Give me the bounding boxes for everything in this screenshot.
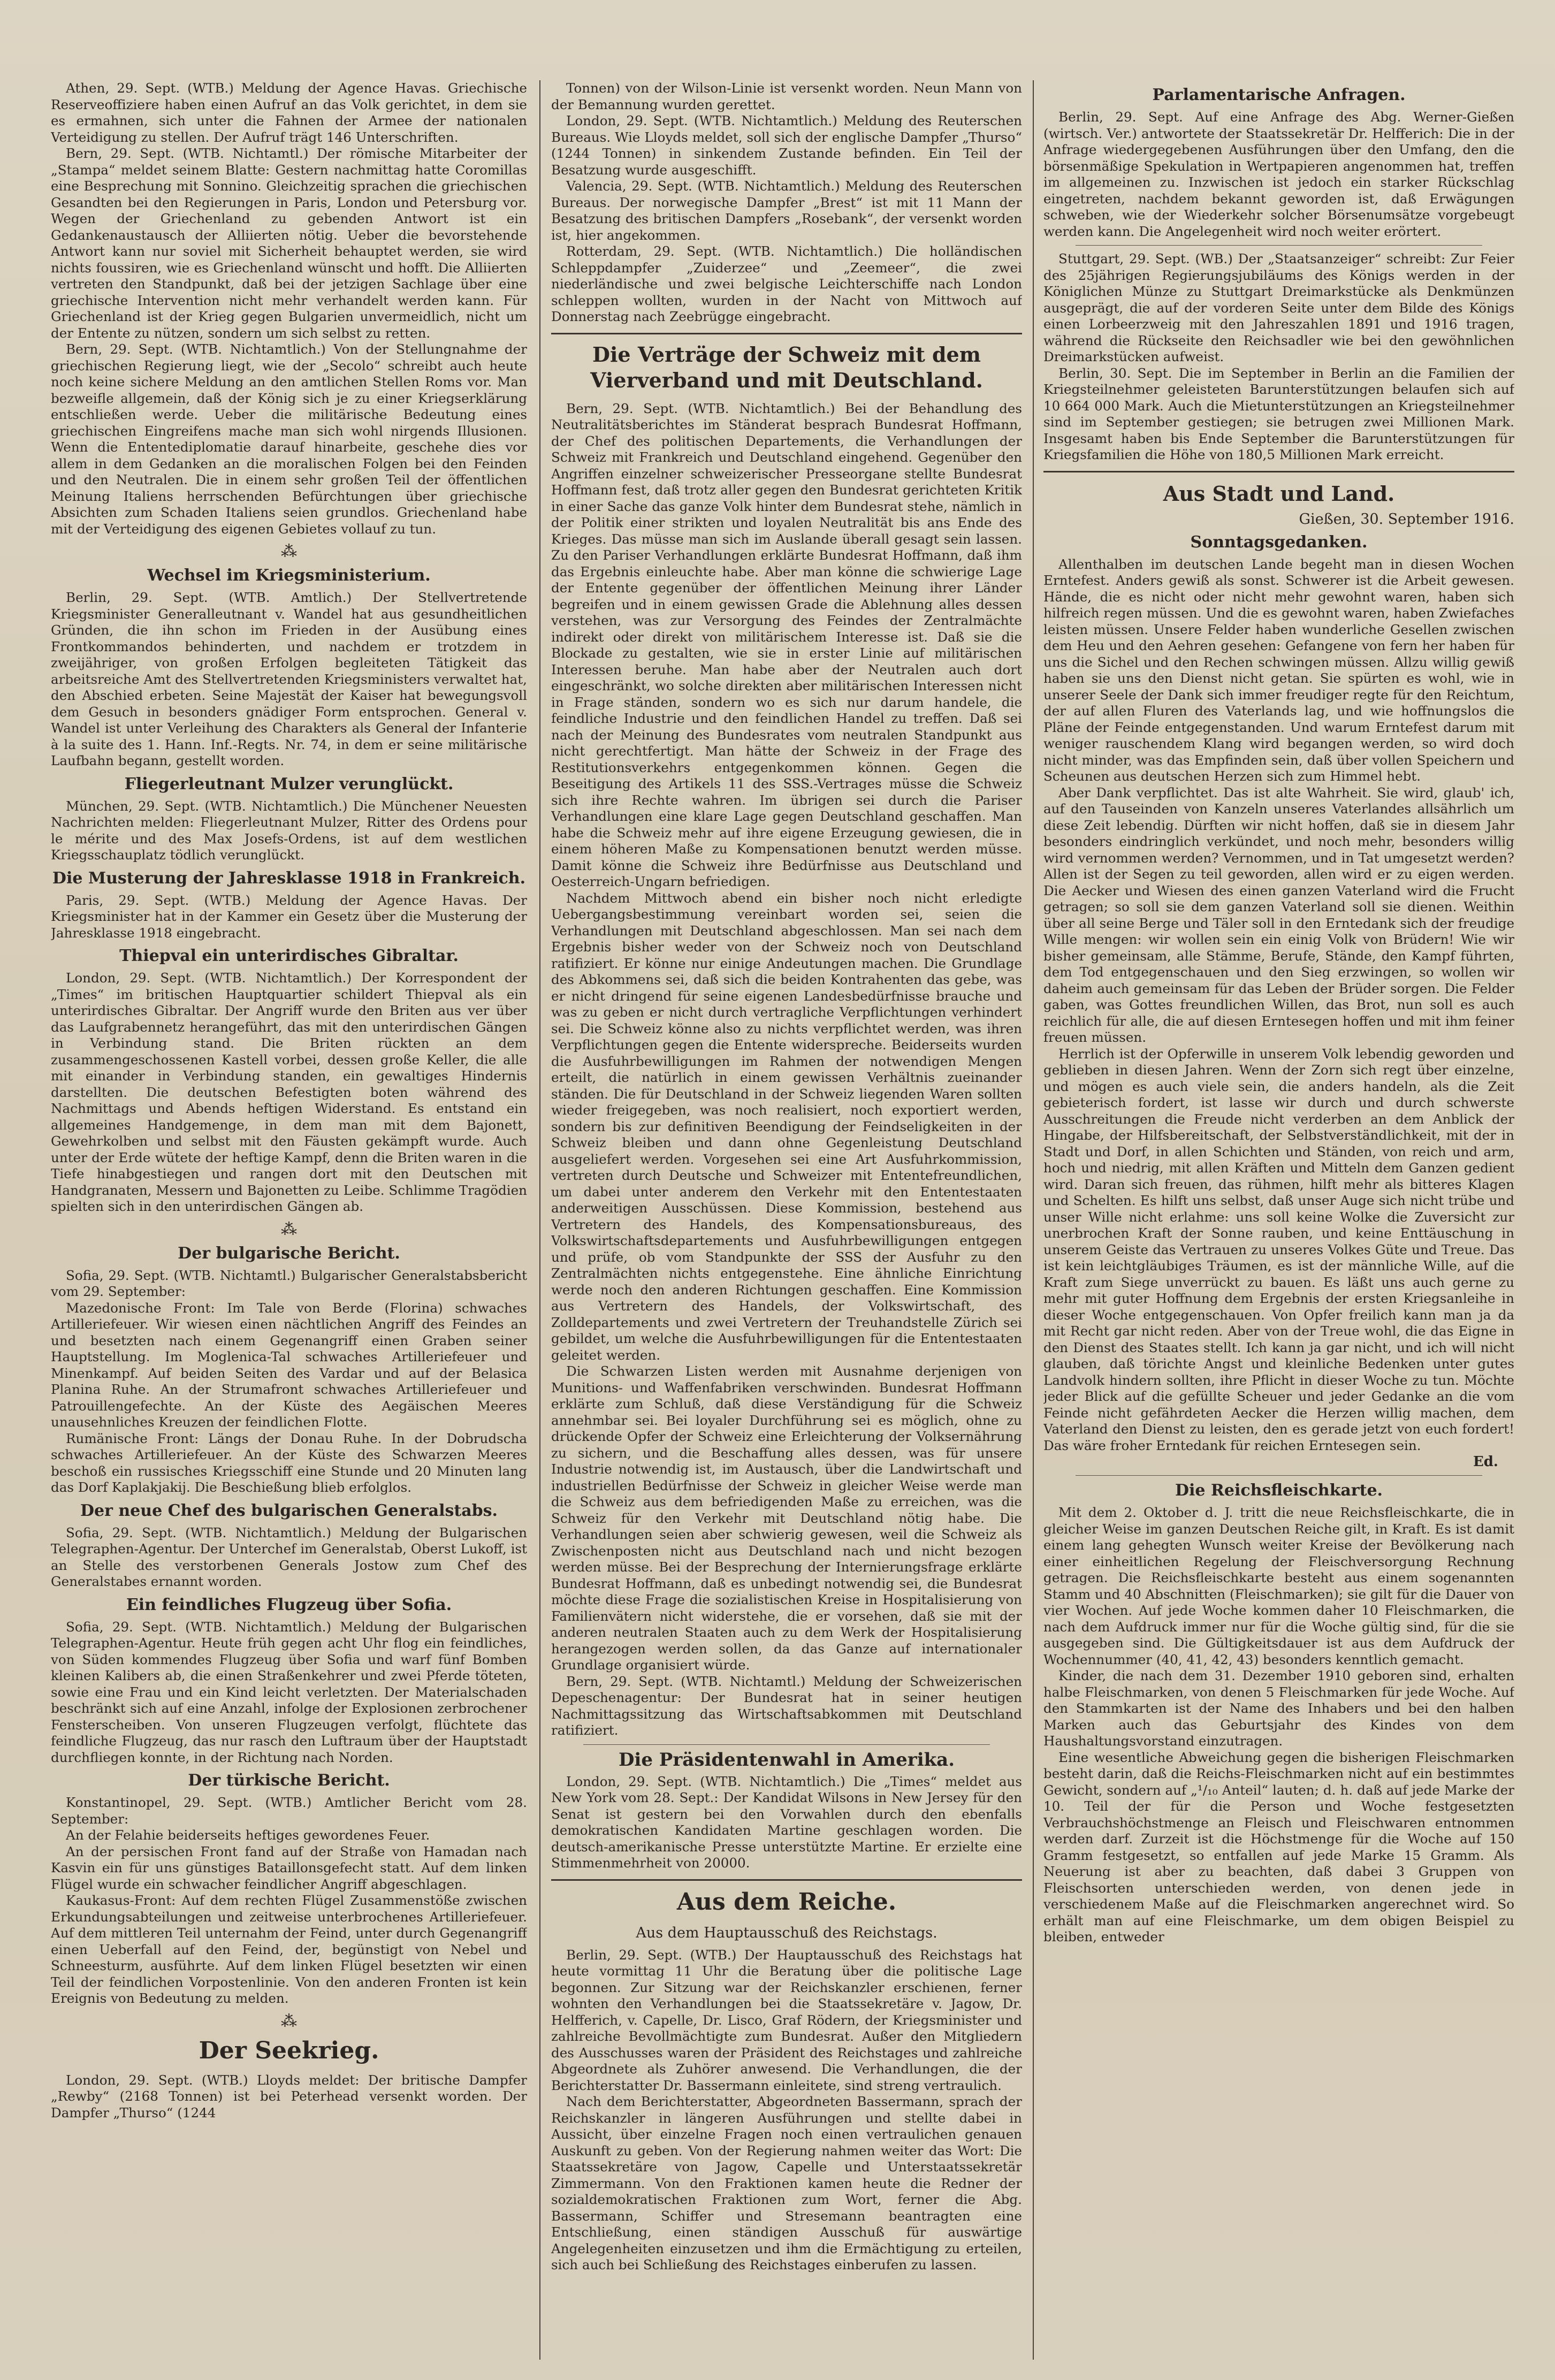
headline: Die Präsidentenwahl in Amerika. — [618, 1749, 955, 1771]
article-text: Valencia, 29. Sept. (WTB. Nichtamtlich.) Meldung des Reuterschen Bureaus. Der norwegische Dampfer „Brest“ ist mit 11 Mann der Besatzung des britischen Dampfers „Rosebank“, der versenkt worden ist, hier angekommen. — [551, 178, 1022, 243]
headline: Der neue Chef des bulgarischen Generalstabs. — [80, 1501, 498, 1520]
article-text: Allenthalben im deutschen Lande begeht man in diesen Wochen Erntefest. Anders gewiß als sonst. Schwerer ist die Arbeit gewesen. Hände, die es nicht oder nicht mehr gewohnt waren, haben sich hilfreich regen müssen. Und die es gewohnt waren, haben Zwiefaches leisten müssen. Unsere Felder haben wunderliche Gesellen zwischen dem Heu und den Aehren gesehen: Gefangene von fern her haben für uns die Sichel und den Rechen schwingen müssen. Allzu willig gewiß haben sie uns den Dienst nicht getan. Sie spürten es wohl, wie in unserer Seele der Dank sich immer freudiger regte für den Reichtum, der auf allen Fluren des Vaterlands lag, und wie hoffnungslos die Pläne der Feinde entgegenstanden. Und warum Erntefest darum mit weniger rauschendem Klang wird begangen werden, so wird doch nicht minder, was das Empfinden sein, daß über vollen Speichern und Scheunen aus deutschen Herzen sich zum Himmel hebt. — [1043, 556, 1514, 784]
article-text: An der Felahie beiderseits heftiges gewordenes Feuer. — [66, 1827, 430, 1843]
column-left — [51, 80, 527, 2365]
section-rule — [1043, 471, 1514, 472]
article-text: Bern, 29. Sept. (WTB. Nichtamtlich.) Von der Stellungnahme der griechischen Regierung liegt, wie der „Secolo“ schreibt auch heute noch keine sichere Meldung an den amtlichen Stellen Roms vor. Man bezweifle allgemein, daß der König sich je zu einer Kriegserklärung entschließen werde. Ueber die militärische Bedeutung eines griechischen Eingreifens mache man sich wohl nirgends Illusionen. Wenn die Ententediplomatie darauf hinarbeite, geschehe dies vor allem in dem Gedanken an die moralischen Folgen bei den Feinden und den Neutralen. Die in einem sehr großen Teil der öffentlichen Meinung Italiens herrschenden Befürchtungen über griechische Absichten zum Schaden Italiens seien grundlos. Griechenland habe mit der Verteidigung des eigenen Gebietes vollauf zu tun. — [51, 341, 527, 537]
headline-large: Der Seekrieg. — [199, 2036, 379, 2064]
headline: Die Reichsfleischkarte. — [1175, 1481, 1383, 1500]
article-text: Berlin, 29. Sept. (WTB.) Der Hauptausschuß des Reichstags hat heute vormittag 11 Uhr die Beratung über die politische Lage begonnen. Zur Sitzung war der Reichskanzler erschienen, ferner wohnten den Verhandlungen bei die Staatssekretäre v. Jagow, Dr. Helfferich, v. Capelle, Dr. Lisco, Graf Rödern, der Kriegsminister und zahlreiche Bevollmächtigte zum Bundesrat. Außer den Mitgliedern des Ausschusses waren der Präsident des Reichstages und zahlreiche Abgeordnete als Zuhörer anwesend. Die Verhandlungen, die der Berichterstatter Dr. Bassermann einleitete, sind streng vertraulich. — [551, 1947, 1022, 2093]
article-text: Kaukasus-Front: Auf dem rechten Flügel Zusammenstöße zwischen Erkundungsabteilungen und zeitweise unterbrochenes Artilleriefeuer. Auf dem mittleren Teil unternahm der Feind, unter durch Gegenangriff einen Ueberfall auf den Feind, der, begünstigt von Nebel und Schneesturm, ausführte. Auf dem linken Flügel besetzten wir einen Teil der feindlichen Vorpostenlinie. Von den anderen Fronten ist kein Ereignis von Bedeutung zu melden. — [51, 1893, 527, 2006]
article-text: Herrlich ist der Opferwille in unserem Volk lebendig geworden und geblieben in diesen Jahren. Wenn der Zorn sich regt über einzelne, und mögen es auch viele sein, die anders handeln, als die Zeit gebieterisch fordert, ist lasse wir durch und durch schwerste Ausschreitungen die Freude nicht verderben an dem Anblick der Hingabe, der Hilfsbereitschaft, der Selbstverständlichkeit, mit der in Stadt und Dorf, in allen Schichten und Ständen, von reich und arm, hoch und niedrig, mit allen Kräften und Mitteln dem Ganzen gedient wird. Daran sich freuen, das rühmen, hilft mehr als bitteres Klagen und Schelten. Es hilft uns selbst, daß unser Auge sich nicht trübe und unser Wille nicht erlahme: uns soll keine Wolke die Zuversicht zur unerbrochen Kraft der Sonne rauben, und keine Enttäuschung in unserem Geiste das Vertrauen zu unseres Volkes Güte und Treue. Das ist kein leichtgläubiges Träumen, es ist der männliche Wille, auf die Kraft zum Siege unverrückt zu bauen. Es läßt uns auch gerne zu mehr mit guter Hoffnung dem Ergebnis der ersten Kriegsanleihe in dieser Woche entgegenschauen. Von Opfer freilich kann man ja da mit Recht gar nicht reden. Aber von der Treue wohl, die das Eigne in den Dienst des Staates stellt. Ich kann ja gar nicht, und ich will nicht glauben, daß törichte Angst und kleinliche Bedenken unter gutes Landvolk hindern sollten, ihre Pflicht in dieser Woche zu tun. Möchte jeder Blick auf die gefüllte Scheuer und jeder Gedanke an die vom Feinde nicht gefährdeten Aecker die Herzen willig machen, dem Vaterland den Dienst zu leisten, den es gerade jetzt von euch fordert! Das wäre froher Erntedank für reichen Erntesegen sein. — [1043, 1046, 1514, 1453]
article-text: Berlin, 29. Sept. (WTB. Amtlich.) Der Stellvertretende Kriegsminister Generalleutnant v. Wandel hat aus gesundheitlichen Gründen, die ihn schon im Frieden in der Ausübung eines Frontkommandos behinderten, und nachdem er trotzdem in zweijähriger, von großen Erfolgen begleiteten Tätigkeit das arbeitsreiche Amt des Stellvertretenden Kriegsministers verwaltet hat, den Abschied erbeten. Seine Majestät der Kaiser hat bewegungsvoll dem Gesuch in besonders gnädiger Form entsprochen. General v. Wandel ist unter Verleihung des Charakters als General der Infanterie à la suite des 1. Hann. Inf.-Regts. Nr. 74, in dem er seine militärische Laufbahn begann, gestellt worden. — [51, 590, 527, 768]
headline: Aus dem Hauptausschuß des Reichstags. — [636, 1924, 937, 1941]
article-text: Bern, 29. Sept. (WTB. Nichtamtl.) Der römische Mitarbeiter der „Stampa“ meldet seinem Blatte: Gestern nachmittag hatte Coromillas eine Besprechung mit Sonnino. Gleichzeitig sprachen die griechischen Gesandten bei den Regierungen in Paris, London und Petersburg vor. Wegen der Griechenland zu gebenden Antwort ist ein Gedankenaustausch der Alliierten nötig. Ueber die bevorstehende Antwort kann nur soviel mit Sicherheit behauptet werden, sie wird nichts foussiren, wie es Griechenland wünscht und hofft. Die Alliierten vertreten den Standpunkt, daß bei der jetzigen Sachlage über eine griechische Intervention nicht mehr verhandelt werden kann. Für Griechenland ist der Krieg gegen Bulgarien unvermeidlich, nicht um der Entente zu nützen, sondern um sich selbst zu retten. — [51, 146, 527, 341]
article-text: Athen, 29. Sept. (WTB.) Meldung der Agence Havas. Griechische Reserveoffiziere haben einen Aufruf an das Volk gerichtet, in dem sie es ermahnen, sich unter die Fahnen der Armee der nationalen Verteidigung zu stellen. Der Aufruf trägt 146 Unterschriften. — [51, 80, 527, 145]
headline: Der bulgarische Bericht. — [178, 1244, 400, 1263]
section-ornament: ⁂ — [281, 1219, 297, 1239]
article-text: Sofia, 29. Sept. (WTB. Nichtamtlich.) Meldung der Bulgarischen Telegraphen-Agentur. Der Unterchef im Generalstab, Oberst Lukoff, ist an Stelle des verstorbenen Generals Jostow zum Chef des Generalstabes ernannt worden. — [51, 1524, 527, 1589]
article-text: Rotterdam, 29. Sept. (WTB. Nichtamtlich.) Die holländischen Schleppdampfer „Zuiderzee“ und „Zeemeer“, die zwei niederländische und zwei belgische Leichterschiffe nach London schleppen wollten, wurden in der Nacht von Mittwoch auf Donnerstag nach Zeebrügge eingebracht. — [551, 243, 1022, 324]
article-text: Sofia, 29. Sept. (WTB. Nichtamtl.) Bulgarischer Generalstabsbericht vom 29. September: — [51, 1267, 527, 1299]
article-text: München, 29. Sept. (WTB. Nichtamtlich.) Die Münchener Neuesten Nachrichten melden: Fliegerleutnant Mulzer, Ritter des Ordens pour le mérite und des Max Josefs-Ordens, ist auf dem westlichen Kriegsschauplatz tödlich verunglückt. — [51, 798, 527, 863]
headline: Ein feindliches Flugzeug über Sofia. — [126, 1595, 452, 1614]
article-text: Bern, 29. Sept. (WTB. Nichtamtl.) Meldung der Schweizerischen Depeschenagentur: Der Bundesrat hat in seiner heutigen Nachmittagssitzung das Wirtschaftsabkommen mit Deutschland ratifiziert. — [551, 1673, 1022, 1738]
author-signature: Ed. — [1473, 1454, 1498, 1470]
article-text: Berlin, 30. Sept. Die im September in Berlin an die Familien der Kriegsteilnehmer geleisteten Barunterstützungen belaufen sich auf 10 664 000 Mark. Auch die Mietunterstützungen an Kriegsteilnehmer sind im September gestiegen; sie betrugen zwei Millionen Mark. Insgesamt haben bis Ende September die Barunterstützungen für Kriegsfamilien die Höhe von 180,5 Millionen Mark erreicht. — [1043, 365, 1514, 462]
headline-large: Die Verträge der Schweiz mit dem Vierverband und mit Deutschland. — [590, 342, 983, 392]
headline: Fliegerleutnant Mulzer verunglückt. — [124, 774, 454, 794]
section-rule — [1076, 1475, 1482, 1476]
article-text: Eine wesentliche Abweichung gegen die bisherigen Fleischmarken besteht darin, daß die Reichs-Fleischmarken nicht auf ein bestimmtes Gewicht, sondern auf „¹/₁₀ Anteil“ lauten; d. h. daß auf jede Marke der 10. Teil der für die Person und Woche festgesetzten Verbrauchshöchstmenge an Fleisch und Fleischwaren entnommen werden darf. Zurzeit ist die Höchstmenge für die Woche auf 150 Gramm festgesetzt, so entfallen auf jede Marke 15 Gramm. Als Neuerung ist aber zu beachten, daß dabei 3 Gruppen von Fleischsorten unterschieden werden, von denen jede in verschiedenem Maße auf die Fleischmarken angerechnet wird. So erhält man auf eine Fleischmarke, um dem obigen Beispiel zu bleiben, entweder — [1043, 1749, 1514, 1944]
article-text: London, 29. Sept. (WTB. Nichtamtlich.) Meldung des Reuterschen Bureaus. Wie Lloyds meldet, soll sich der englische Dampfer „Thurso“ (1244 Tonnen) in sinkendem Zustande befinden. Ein Teil der Besatzung wurde ausgeschifft. — [551, 113, 1022, 178]
article-text: Bern, 29. Sept. (WTB. Nichtamtlich.) Bei der Behandlung des Neutralitätsberichtes im Ständerat besprach Bundesrat Hoffmann, der Chef des politischen Departements, die Verhandlungen der Schweiz mit Frankreich und Deutschland eingehend. Gegenüber den Angriffen einzelner schweizerischer Presseorgane stellte Bundesrat Hoffmann fest, daß trotz aller gegen den Bundesrat gerichteten Kritik in einer Sache das ganze Volk hinter dem Bundesrat stehe, nämlich in der Politik einer strikten und loyalen Neutralität bis ans Ende des Krieges. Das müsse man sich im Auslande überall gesagt sein lassen. Zu den Pariser Verhandlungen erklärte Bundesrat Hoffmann, daß ihm das Ergebnis einleuchte habe. Aber man könne die schwierige Lage der Entente gegenüber der öffentlichen Meinung ihrer Länder begreifen und in einem gewissen Grade die Ablehnung alles dessen verstehen, was zur Versorgung des Feindes der Zentralmächte indirekt oder direkt von militärischem Interesse ist. Daß sie die Blockade zu gestalten, wie sie in erster Linie auf militärischen Interessen beruhe. Man habe aber der Neutralen auch dort eingeschränkt, wo solche direkten aber militärischen Interessen nicht in Frage ständen, sondern wo es sich nur darum handele, die feindliche Industrie und den feindlichen Handel zu treffen. Daß sei nach der Meinung des Bundesrates vom neutralen Standpunkt aus nicht gerechtfertigt. Man hätte der Schweiz in der Frage des Restitutionsverkehrs entgegenkommen können. Gegen die Beseitigung des Artikels 11 des SSS.-Vertrages müsse die Schweiz sich ihre Rechte wahren. Im übrigen sei durch die Pariser Verhandlungen eine klare Lage gegen Deutschland geschaffen. Man habe die Schweiz mehr auf ihre eigene Erzeugung gewiesen, die in einem höheren Maße zu Kompensationen benutzt werden müsse. Damit könne die Schweiz ihre Bedürfnisse aus Deutschland und Oesterreich-Ungarn befriedigen. — [551, 400, 1022, 889]
article-text: Nach dem Berichterstatter, Abgeordneten Bassermann, sprach der Reichskanzler in längeren Ausführungen und stellte dabei in Aussicht, über einzelne Fragen noch einen vertraulichen genauen Auskunft zu geben. Von der Regierung nahmen weiter das Wort: Die Staatssekretäre von Jagow, Capelle und Unterstaatssekretär Zimmermann. Von den Fraktionen kamen heute die Redner der sozialdemokratischen Fraktionen zum Wort, ferner die Abg. Bassermann, Schiffer und Stresemann beantragten eine Entschließung, einen ständigen Ausschuß für auswärtige Angelegenheiten einzusetzen und ihm die Ermächtigung zu erteilen, sich auch bei Schließung des Reichstages einberufen zu lassen. — [551, 2094, 1022, 2272]
section-rule — [551, 333, 1022, 334]
headline: Die Musterung der Jahresklasse 1918 in Frankreich. — [52, 868, 526, 888]
section-rule — [551, 1879, 1022, 1881]
article-text: London, 29. Sept. (WTB. Nichtamtlich.) Die „Times“ meldet aus New York vom 28. Sept.: Der Kandidat Wilsons in New Jersey für den Senat ist gestern bei den Vorwahlen durch den ebenfalls demokratischen Kandidaten Martine geschlagen worden. Die deutsch-amerikanische Presse unterstützte Martine. Er erzielte eine Stimmenmehrheit von 20000. — [551, 1773, 1022, 1871]
article-text: London, 29. Sept. (WTB.) Lloyds meldet: Der britische Dampfer „Rewby“ (2168 Tonnen) ist bei Peterhead versenkt worden. Der Dampfer „Thurso“ (1244 — [51, 2072, 527, 2120]
headline: Der türkische Bericht. — [188, 1771, 390, 1790]
article-text: Mit dem 2. Oktober d. J. tritt die neue Reichsfleischkarte, die in gleicher Weise im ganzen Deutschen Reiche gilt, in Kraft. Es ist damit einem lang gehegten Wunsch weiter Kreise der Bevölkerung nach einer einheitlichen Regelung der Fleischversorgung Rechnung getragen. Die Reichsfleischkarte besteht aus einem sogenannten Stamm und 40 Abschnitten (Fleischmarken); sie gilt für die Dauer von vier Wochen. Auf jede Woche kommen daher 10 Fleischmarken, die nach dem Aufdruck immer nur für die Woche gültig sind, für die sie ausgegeben sind. Die Gültigkeitsdauer ist aus dem Aufdruck der Wochennummer (40, 41, 42, 43) besonders kenntlich gemacht. — [1043, 1505, 1514, 1667]
dateline: Gießen, 30. September 1916. — [1299, 510, 1514, 528]
article-text: London, 29. Sept. (WTB. Nichtamtlich.) Der Korrespondent der „Times“ im britischen Hauptquartier schildert Thiepval als ein unterirdisches Gibraltar. Der Angriff wurde den Briten aus ver über das Laufgrabennetz herangeführt, das mit den unterirdischen Gängen in Verbindung stand. Die Briten rückten an dem zusammengeschossenen Kastell vorbei, dessen große Keller, die alle mit einander in Verbindung standen, ein gewaltiges Hindernis darstellten. Die deutschen Befestigten boten während des Nachmittags und Abends heftigen Widerstand. Es entstand ein allgemeines Handgemenge, in dem man mit dem Bajonett, Gewehrkolben und selbst mit den Fäusten gekämpft wurde. Auch unter der Erde wütete der heftige Kampf, denn die Briten waren in die Tiefe hinabgestiegen und rangen dort mit den Deutschen mit Handgranaten, Messern und Bajonetten zu Leibe. Schlimme Tragödien spielten sich in den unterirdischen Gängen ab. — [51, 970, 527, 1214]
article-text: Die Schwarzen Listen werden mit Ausnahme derjenigen von Munitions- und Waffenfabriken verschwinden. Bundesrat Hoffmann erklärte zum Schluß, daß diese Verständigung für die Schweiz annehmbar sei. Bei loyaler Durchführung sei es möglich, ohne zu drückende Opfer der Schweiz eine Erleichterung der Volksernährung zu sichern, und die Beschaffung alles dessen, was für unsere Industrie notwendig ist, im Austausch, über die Landwirtschaft und industriellen Bedürfnisse der Schweiz in gleicher Weise werde man die Schweiz aus dem befriedigenden Maße zu erreichen, was die Schweiz für den Verkehr mit Deutschland nötig habe. Die Verhandlungen seien aber schwierig gewesen, weil die Schweiz als Zwischenposten nicht aus Deutschland nach und nicht bezogen werden müsse. Bei der Besprechung der Internierungsfrage erklärte Bundesrat Hoffmann, daß es unbedingt notwendig sei, die Bundesrat möchte diese Frage die sozialistischen Kreise in Hospitalisierung von Familienvätern nicht widerstehe, die er vorsehen, daß sie mit der anderen neutralen Staaten auch zu dem Werk der Hospitalisierung herangezogen werden sollen, da das Ganze auf internationaler Grundlage organisiert würde. — [551, 1363, 1022, 1673]
article-text: Tonnen) von der Wilson-Linie ist versenkt worden. Neun Mann von der Bemannung wurden gerettet. — [551, 80, 1022, 112]
column-right — [1043, 80, 1514, 2365]
article-text: Nachdem Mittwoch abend ein bisher noch nicht erledigte Uebergangsbestimmung vereinbart worden sei, seien die Verhandlungen mit Deutschland abgeschlossen. Man sei nach dem Ergebnis bisher weder von der Schweiz noch von Deutschland ratifiziert. Er könne nur einige Andeutungen machen. Die Grundlage des Abkommens sei, daß sich die beiden Kontrahenten das gebe, was er nicht dringend für seine eigenen Landesbedürfnisse brauche und was zu geben er nicht durch vertragliche Verpflichtungen verhindert sei. Die Schweiz könne also zu nichts verpflichtet werden, was ihren Verpflichtungen gegen die Entente widerspreche. Beiderseits wurden die Ausfuhrbewilligungen im Rahmen der notwendigen Mengen erteilt, die natürlich in einem gewissen Verhältnis zueinander ständen. Die für Deutschland in der Schweiz liegenden Waren sollten wieder freigegeben, was noch realisiert, noch exportiert werden, sondern bis zur definitiven Beendigung der Feindseligkeiten in der Schweiz bleiben und dann ohne Gegenleistung Deutschland ausgeliefert werden. Vorgesehen sei eine Art Ausfuhrkommission, vertreten durch Deutsche und Schweizer mit Ententefreundlichen, um dabei unter anderem den Verkehr mit den Ententestaaten anderweitigen Ausschüssen. Diese Kommission, bestehend aus Vertretern des Handels, des Kompensationsbureaus, des Volkswirtschaftsdepartements und Ausfuhrbewilligungen entgegen und prüfe, ob vom Standpunkte der SSS der Ausfuhr zu den Zentralmächten nichts entgegenstehe. Eine ähnliche Einrichtung werde noch den anderen Richtungen geschaffen. Eine Kommission aus Vertretern des Handels, der Volkswirtschaft, des Zolldepartements und zwei Vertretern der Treuhandstelle Zürich sei gebildet, um welche die Ausfuhrbewilligungen für die Ententestaaten geleitet werden. — [551, 890, 1022, 1363]
article-text: Stuttgart, 29. Sept. (WB.) Der „Staatsanzeiger“ schreibt: Zur Feier des 25jährigen Regierungsjubiläums des Königs werden in der Königlichen Münze zu Stuttgart Dreimarkstücke als Denkmünzen ausgeprägt, die auf der vorderen Seite unter dem Bilde des Königs einen Lorbeerzweig mit den Jahreszahlen 1891 und 1916 tragen, während die Rückseite den Reichsadler wie bei den gewöhnlichen Dreimarkstücken aufweist. — [1043, 251, 1514, 364]
article-text: Rumänische Front: Längs der Donau Ruhe. In der Dobrudscha schwaches Artilleriefeuer. An der Küste des Schwarzen Meeres beschoß ein russisches Kriegsschiff eine Stunde und 20 Minuten lang das Dorf Kaplakjakij. Die Beschießung blieb erfolglos. — [51, 1430, 527, 1495]
article-text: An der persischen Front fand auf der Straße von Hamadan nach Kasvin ein für uns günstiges Bataillonsgefecht statt. Auf dem linken Flügel wurde ein schwacher feindlicher Angriff abgeschlagen. — [51, 1843, 527, 1892]
section-rule — [583, 1744, 990, 1745]
article-text: Kinder, die nach dem 31. Dezember 1910 geboren sind, erhalten halbe Fleischmarken, von denen 5 Fleischmarken für jede Woche. Auf den Stammkarten ist der Name des Inhabers und bei den halben Marken auch das Geburtsjahr des Kindes von dem Haushaltungsvorstand einzutragen. — [1043, 1668, 1514, 1749]
headline: Thiepval ein unterirdisches Gibraltar. — [119, 947, 459, 965]
headline-large: Aus Stadt und Land. — [1163, 481, 1395, 506]
article-text: Berlin, 29. Sept. Auf eine Anfrage des Abg. Werner-Gießen (wirtsch. Ver.) antwortete der Staatssekretär Dr. Helfferich: Die in der Anfrage wiedergegebenen Ausführungen über den Umfang, den die börsenmäßige Spekulation in Wertpapieren angenommen hat, treffen im allgemeinen zu. Inzwischen ist jedoch ein starker Rückschlag eingetreten, nachdem bekannt geworden ist, daß Erwägungen schweben, wie der Wiederkehr solcher Börsenumsätze vorgebeugt werden kann. Die Angelegenheit wird noch weiter erörtert. — [1043, 109, 1514, 239]
section-ornament: ⁂ — [281, 2011, 297, 2031]
headline: Sonntagsgedanken. — [1190, 532, 1368, 552]
headline: Wechsel im Kriegsministerium. — [147, 566, 431, 585]
article-text: Paris, 29. Sept. (WTB.) Meldung der Agence Havas. Der Kriegsminister hat in der Kammer ein Gesetz über die Musterung der Jahresklasse 1918 eingebracht. — [51, 892, 527, 941]
column-divider — [1033, 80, 1034, 2360]
article-text: Sofia, 29. Sept. (WTB. Nichtamtlich.) Meldung der Bulgarischen Telegraphen-Agentur. Heute früh gegen acht Uhr flog ein feindliches, von Süden kommendes Flugzeug über Sofia und warf fünf Bomben kleinen Kalibers ab, die einen Straßenkehrer und zwei Pferde töteten, sowie eine Frau und ein Kind leicht verletzten. Der Materialschaden beschränkt sich auf eine Anzahl, infolge der Explosionen zerbrochener Fensterscheiben. Von unseren Flugzeugen verfolgt, flüchtete das feindliche Flugzeug, das nur rasch den Luftraum über der Hauptstadt durchfliegen konnte, in der Richtung nach Norden. — [51, 1619, 527, 1765]
headline: Parlamentarische Anfragen. — [1152, 86, 1406, 104]
section-rule — [1076, 245, 1482, 246]
column-middle — [551, 80, 1022, 2365]
headline-large: Aus dem Reiche. — [676, 1888, 897, 1916]
article-text: Mazedonische Front: Im Tale von Berde (Florina) schwaches Artilleriefeuer. Wir wiesen einen nächtlichen Angriff des Feindes an und besetzten nach einem Gegenangriff einen Graben seiner Hauptstellung. Im Moglenica-Tal schwaches Artilleriefeuer und Minenkampf. Auf beiden Seiten des Vardar und auf der Belasica Planina Ruhe. An der Strumafront schwaches Artilleriefeuer und Patrouillengefechte. An der Küste des Aegäischen Meeres unausehnliches Kreuzen der feindlichen Flotte. — [51, 1300, 527, 1430]
column-divider — [539, 80, 540, 2360]
article-text: Konstantinopel, 29. Sept. (WTB.) Amtlicher Bericht vom 28. September: — [51, 1795, 527, 1827]
article-text: Aber Dank verpflichtet. Das ist alte Wahrheit. Sie wird, glaub' ich, auf den Tauseinden von Kanzeln unseres Vaterlandes allsährlich um diese Zeit lebendig. Dürften wir nicht hoffen, daß sie in diesem Jahr besonders eindringlich verkündet, und noch mehr, besonders willig wird vernommen werden? Vernommen, und in Tat umgesetzt werden? Allen ist der Segen zu teil geworden, allen wird er zu eigen werden. Die Aecker und Wiesen des einen ganzen Vaterland wird die Frucht getragen; so soll sie dem ganzen Vaterland soll sie dienen. Weithin über all seine Berge und Täler soll in den Erntedank sich der freudige Wille mengen: wir wollen sein ein einig Volk von Brüdern! Wie wir bisher gemeinsam, alle Stämme, Berufe, Stände, den Kampf führten, dem Tod entgegenschauen und den Sieg erzwingen, so wollen wir daheim auch gemeinsam für das Leben der Brüder sorgen. Die Felder gaben, was Gottes freundlichen Willen, das Brot, nun soll es auch reichlich für alle, die auf diesen Erntesegen hoffen und mit ihm feiner freuen müssen. — [1043, 784, 1514, 1045]
section-ornament: ⁂ — [281, 542, 297, 561]
